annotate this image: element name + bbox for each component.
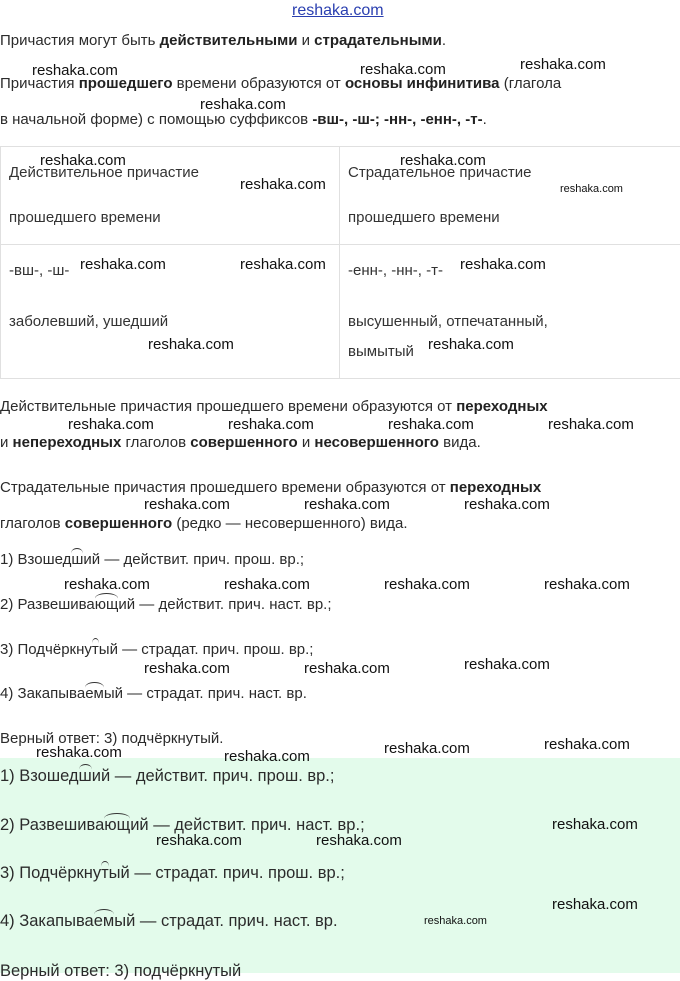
- active-examples: заболевший, ушедший: [9, 312, 331, 332]
- text: Страдательные причастия прошедшего времени образуются от: [0, 479, 450, 496]
- header-active-line-2: прошедшего времени: [9, 208, 331, 228]
- text: Причастия могут быть: [0, 32, 160, 49]
- answer-text-cut: Верный ответ: 3) подчёркнутый: [0, 961, 241, 981]
- header-passive-line-1: Страдательное причастие: [348, 163, 672, 183]
- text: вида.: [439, 434, 481, 451]
- watermark: reshaka.com: [144, 496, 230, 514]
- term-transitive: переходных: [450, 479, 541, 496]
- term-imperfective: несовершенного: [314, 434, 439, 451]
- rule-active-line-1: [0, 397, 548, 417]
- table-cell: [340, 147, 680, 245]
- header-active-line-1: Действительное причастие: [9, 163, 331, 183]
- watermark: reshaka.com: [224, 748, 310, 766]
- term-passive: страдательными: [314, 32, 442, 49]
- watermark: reshaka.com: [68, 416, 154, 434]
- option-number: 1): [0, 551, 18, 568]
- suffix-mark: т: [101, 863, 109, 883]
- suffix-mark: ем: [94, 911, 115, 931]
- text: .: [483, 111, 487, 128]
- watermark: reshaka.com: [360, 61, 446, 79]
- suffix-mark: ющ: [104, 815, 130, 835]
- watermark: reshaka.com: [80, 256, 166, 274]
- option-number: 2): [0, 596, 18, 613]
- option-text: ый — страдат. прич. прош. вр.;: [99, 641, 314, 658]
- watermark: reshaka.com: [464, 496, 550, 514]
- watermark: reshaka.com: [224, 576, 310, 594]
- term-past: прошедшего: [79, 75, 173, 92]
- watermark: reshaka.com: [384, 740, 470, 758]
- intro-line-1: [0, 31, 446, 51]
- watermark: reshaka.com: [200, 96, 286, 114]
- suffix-mark: ющ: [95, 595, 119, 615]
- text: (глагола: [500, 75, 562, 92]
- watermark: reshaka.com: [552, 816, 638, 834]
- watermark: reshaka.com: [64, 576, 150, 594]
- passive-examples-2: вымытый: [348, 342, 672, 362]
- text: времени образуются от: [173, 75, 345, 92]
- text: в начальной форме) с помощью суффиксов: [0, 111, 312, 128]
- suffix-list: -вш-, -ш-; -нн-, -енн-, -т-: [312, 111, 482, 128]
- text: и: [297, 32, 314, 49]
- word-stem: Взошед: [19, 767, 78, 785]
- word-stem: Закапыва: [18, 685, 86, 702]
- word-stem: Закапыва: [19, 912, 93, 930]
- watermark: reshaka.com: [460, 256, 546, 274]
- suffix-mark: ш: [79, 766, 92, 786]
- term-intransitive: непереходных: [13, 434, 122, 451]
- term-infinitive-stem: основы инфинитива: [345, 75, 500, 92]
- term-perfective: совершенного: [190, 434, 297, 451]
- option-text: ий — действит. прич. наст. вр.;: [130, 816, 364, 834]
- option-text: ый — страдат. прич. наст. вр.: [114, 912, 337, 930]
- watermark: reshaka.com: [464, 656, 550, 674]
- answer-option-3: [0, 863, 345, 883]
- site-link[interactable]: reshaka.com: [292, 2, 384, 20]
- suffix-mark: ш: [71, 550, 83, 570]
- rule-active-line-2: [0, 433, 481, 453]
- watermark: reshaka.com: [388, 416, 474, 434]
- term-transitive: переходных: [456, 398, 547, 415]
- text: .: [442, 32, 446, 49]
- text: глаголов: [0, 515, 65, 532]
- watermark: reshaka.com: [552, 896, 638, 914]
- watermark: reshaka.com: [384, 576, 470, 594]
- word-stem: Подчёркну: [19, 864, 101, 882]
- text: Действительные причастия прошедшего времени образуются от: [0, 398, 456, 415]
- term-active: действительными: [160, 32, 298, 49]
- active-suffixes: -вш-, -ш-: [9, 261, 331, 281]
- option-number: 1): [0, 767, 19, 785]
- watermark: reshaka.com: [520, 56, 606, 74]
- watermark: reshaka.com: [40, 152, 126, 170]
- watermark: reshaka.com: [240, 256, 326, 274]
- text: глаголов: [121, 434, 190, 451]
- option-3: [0, 640, 313, 660]
- watermark: reshaka.com: [316, 832, 402, 850]
- watermark: reshaka.com: [400, 152, 486, 170]
- text: (редко — несовершенного) вида.: [172, 515, 407, 532]
- watermark: reshaka.com: [148, 336, 234, 354]
- word-stem: Взошед: [18, 551, 72, 568]
- watermark: reshaka.com: [304, 660, 390, 678]
- option-number: 4): [0, 912, 19, 930]
- watermark: reshaka.com: [32, 62, 118, 80]
- option-text: ий — действит. прич. наст. вр.;: [118, 596, 331, 613]
- watermark: reshaka.com: [36, 744, 122, 762]
- text: и: [0, 434, 13, 451]
- watermark: reshaka.com: [548, 416, 634, 434]
- watermark: reshaka.com: [544, 736, 630, 754]
- option-text: ий — действит. прич. прош. вр.;: [83, 551, 304, 568]
- watermark: reshaka.com: [544, 576, 630, 594]
- watermark: reshaka.com: [240, 176, 326, 194]
- passive-suffixes: -енн-, -нн-, -т-: [348, 261, 672, 281]
- option-number: 3): [0, 864, 19, 882]
- word-stem: Развешива: [19, 816, 104, 834]
- option-2: [0, 595, 332, 615]
- answer-option-4: [0, 911, 338, 931]
- option-number: 4): [0, 685, 18, 702]
- suffix-mark: т: [92, 640, 99, 660]
- answer-text: Верный ответ: 3) подчёркнутый.: [0, 729, 223, 749]
- word-stem: Развешива: [18, 596, 95, 613]
- option-number: 2): [0, 816, 19, 834]
- answer-box: [0, 758, 680, 973]
- option-text: ый — страдат. прич. наст. вр.: [104, 685, 307, 702]
- watermark: reshaka.com: [144, 660, 230, 678]
- term-perfective: совершенного: [65, 515, 172, 532]
- watermark: reshaka.com: [304, 496, 390, 514]
- watermark: reshaka.com: [228, 416, 314, 434]
- watermark: reshaka.com: [428, 336, 514, 354]
- text: Причастия: [0, 75, 79, 92]
- watermark: reshaka.com: [560, 180, 623, 198]
- answer-option-1: [0, 766, 334, 786]
- rule-passive-line-2: [0, 514, 408, 534]
- rule-passive-line-1: [0, 478, 541, 498]
- option-1: [0, 550, 304, 570]
- option-text: ий — действит. прич. прош. вр.;: [92, 767, 335, 785]
- passive-examples-1: высушенный, отпечатанный,: [348, 312, 672, 332]
- option-number: 3): [0, 641, 18, 658]
- word-stem: Подчёркну: [18, 641, 92, 658]
- option-4: [0, 684, 307, 704]
- text: и: [298, 434, 315, 451]
- suffix-mark: ем: [85, 684, 104, 704]
- watermark: reshaka.com: [424, 912, 487, 930]
- option-text: ый — страдат. прич. прош. вр.;: [109, 864, 345, 882]
- header-passive-line-2: прошедшего времени: [348, 208, 672, 228]
- watermark: reshaka.com: [156, 832, 242, 850]
